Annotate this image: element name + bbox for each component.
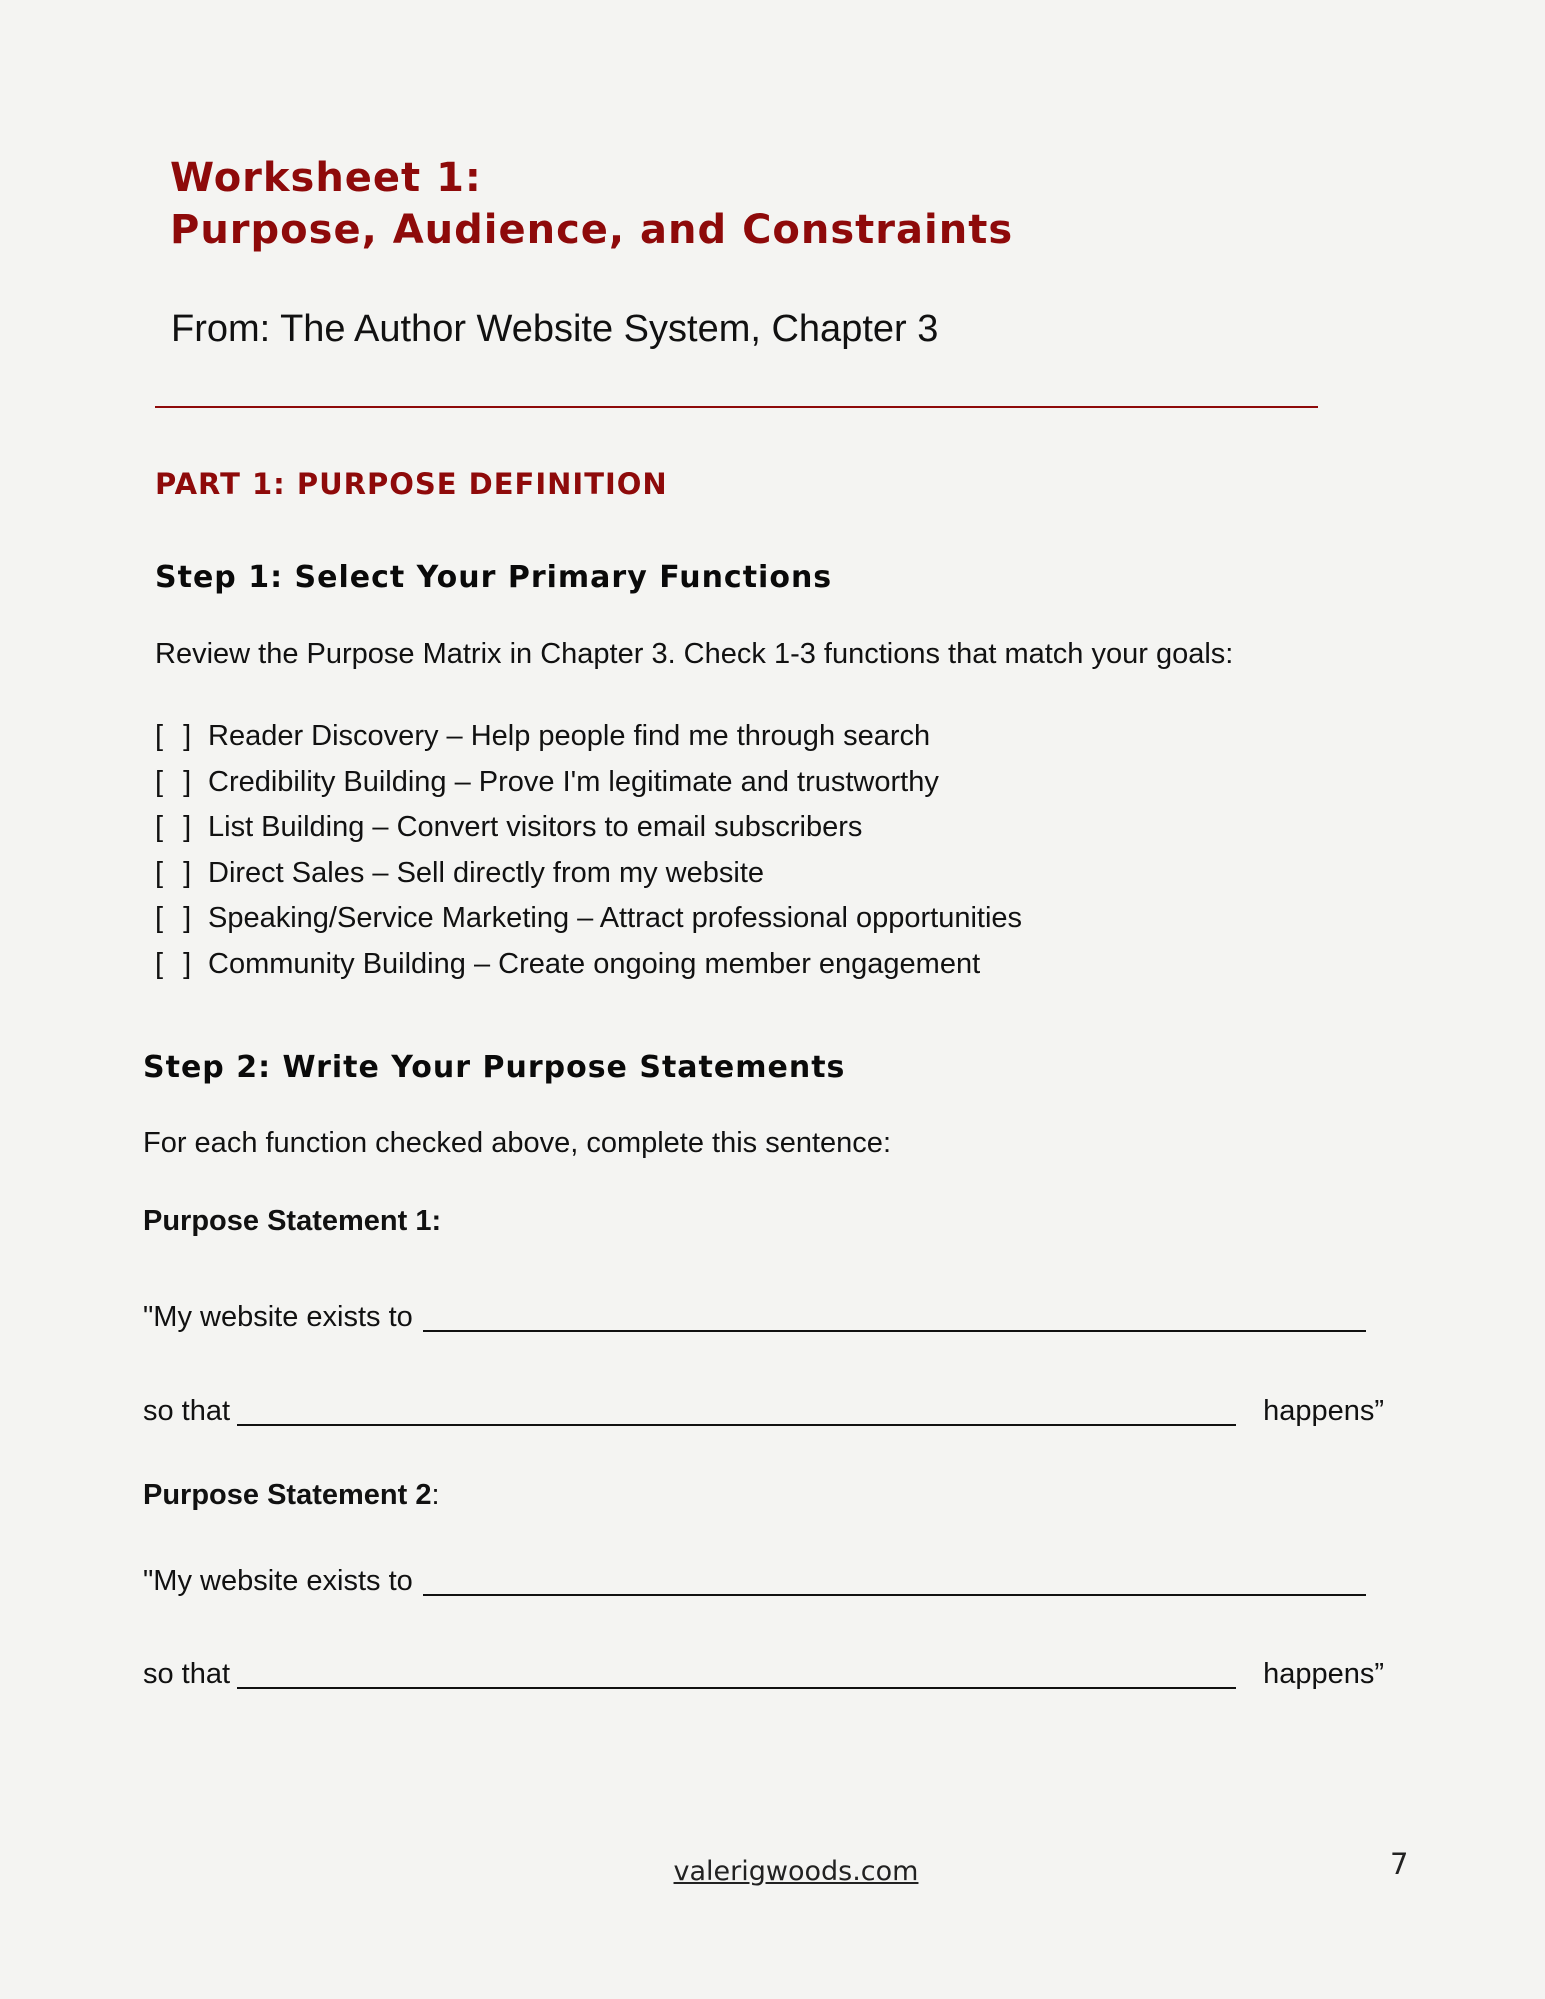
function-checklist [155, 714, 1022, 987]
worksheet-title [170, 152, 1013, 256]
purpose-statement-2-line-1 [143, 1560, 1366, 1600]
checklist-item-credibility-building [155, 760, 1022, 806]
page-number: 7 [1390, 1847, 1409, 1881]
statement-prefix: so that [143, 1658, 231, 1690]
checkbox[interactable]: [ ] [155, 947, 198, 980]
checklist-item-reader-discovery [155, 714, 1022, 760]
checklist-item-label: Credibility Building – Prove I'm legitimate and trustworthy [208, 765, 939, 798]
checklist-item-speaking-service [155, 896, 1022, 942]
purpose-statement-1-exists-blank[interactable] [423, 1330, 1366, 1332]
checklist-item-direct-sales [155, 851, 1022, 897]
checklist-item-label: Speaking/Service Marketing – Attract professional opportunities [208, 902, 1023, 934]
header-divider [155, 406, 1318, 408]
purpose-statement-2-label-text: Purpose Statement 2 [143, 1479, 432, 1511]
statement-suffix: happens” [1263, 1395, 1384, 1427]
part-1-heading: PART 1: PURPOSE DEFINITION [155, 467, 668, 501]
worksheet-title-line-2: Purpose, Audience, and Constraints [170, 207, 1014, 253]
purpose-statement-2-label [143, 1476, 440, 1514]
checkbox[interactable]: [ ] [155, 902, 198, 934]
worksheet-title-line-1: Worksheet 1: [170, 155, 482, 201]
checklist-item-list-building [155, 805, 1022, 851]
statement-suffix: happens” [1263, 1658, 1384, 1690]
purpose-statement-2-label-colon: : [431, 1479, 440, 1511]
step-2-instruction: For each function checked above, complete this sentence: [143, 1127, 891, 1159]
purpose-statement-1-line-1 [143, 1296, 1366, 1336]
statement-prefix: "My website exists to [143, 1301, 413, 1333]
checklist-item-label: Direct Sales – Sell directly from my website [208, 856, 764, 889]
checkbox[interactable]: [ ] [155, 856, 198, 889]
purpose-statement-2-outcome-blank[interactable] [237, 1687, 1236, 1689]
checkbox[interactable]: [ ] [155, 765, 198, 798]
statement-prefix: so that [143, 1395, 231, 1427]
purpose-statement-1-label: Purpose Statement 1: [143, 1205, 442, 1237]
purpose-statement-2-line-2 [143, 1653, 1384, 1693]
checkbox[interactable]: [ ] [155, 811, 198, 843]
checklist-item-label: Community Building – Create ongoing member engagement [208, 947, 981, 980]
step-2-heading: Step 2: Write Your Purpose Statements [143, 1050, 846, 1085]
statement-prefix: "My website exists to [143, 1565, 413, 1597]
footer-website-link[interactable]: valerigwoods.com [673, 1856, 919, 1887]
worksheet-subtitle: From: The Author Website System, Chapter 3 [171, 308, 939, 350]
purpose-statement-1-outcome-blank[interactable] [237, 1424, 1236, 1426]
purpose-statement-2-exists-blank[interactable] [423, 1594, 1366, 1596]
checklist-item-community-building [155, 942, 1022, 988]
purpose-statement-1-line-2 [143, 1390, 1384, 1430]
checkbox[interactable]: [ ] [155, 720, 198, 752]
step-1-instruction: Review the Purpose Matrix in Chapter 3. Check 1-3 functions that match your goals: [155, 638, 1234, 670]
checklist-item-label: Reader Discovery – Help people find me through search [208, 720, 931, 752]
checklist-item-label: List Building – Convert visitors to email subscribers [208, 811, 863, 843]
step-1-heading: Step 1: Select Your Primary Functions [155, 560, 833, 595]
